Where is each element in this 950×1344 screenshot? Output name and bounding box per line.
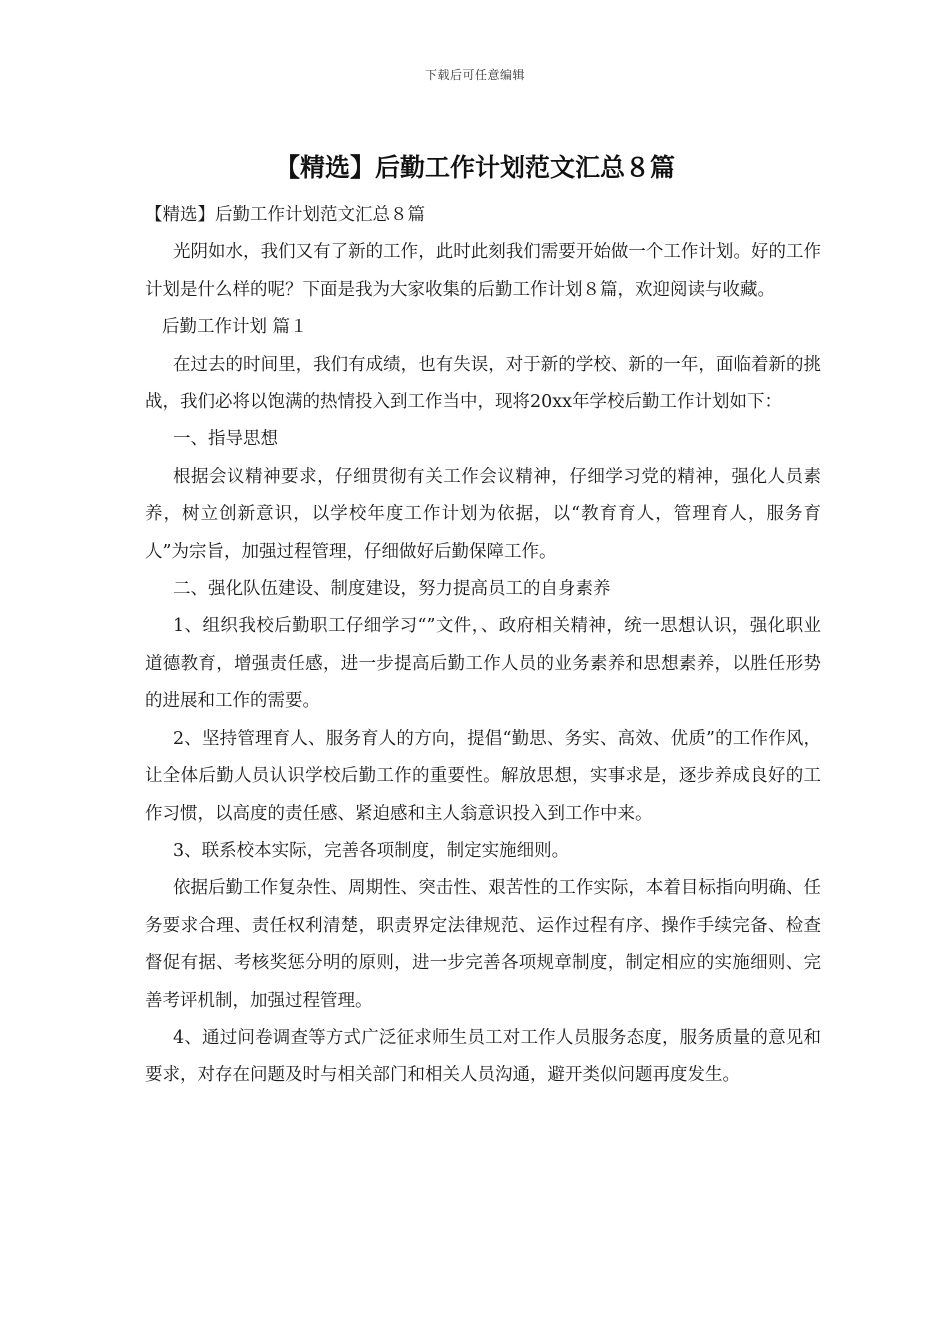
paragraph-item-1: 1、组织我校后勤职工仔细学习“”文件，、政府相关精神，统一思想认识，强化职业道德教育，增强责任感，进一步提高后勤工作人员的业务素养和思想素养，以胜任形势的进展和工作的需要。 <box>145 616 821 712</box>
paragraph-guiding-thought: 根据会议精神要求，仔细贯彻有关工作会议精神，仔细学习党的精神，强化人员素养，树立创新意识，以学校年度工作计划为依据，以“教育育人，管理育人，服务育人”为宗旨，加强过程管理，仔细做好后勤保障工作。 <box>145 466 821 562</box>
section-heading-guiding-thought: 一、指导思想 <box>173 429 278 450</box>
paragraph-item-3: 3、联系校本实际，完善各项制度，制定实施细则。 <box>173 840 570 861</box>
paragraph-item-2: 2、坚持管理育人、服务育人的方向，提倡“勤思、务实、高效、优质”的工作作风，让全体后勤人员认识学校后勤工作的重要性。解放思想，实事求是，逐步养成良好的工作习惯，以高度的责任感、紧迫感和主人翁意识投入到工作中来。 <box>145 728 821 824</box>
document-title: 【精选】后勤工作计划范文汇总８篇 <box>274 153 675 182</box>
paragraph-overview: 在过去的时间里，我们有成绩，也有失误，对于新的学校、新的一年，面临着新的挑战，我们必将以饱满的热情投入到工作当中，现将20xx年学校后勤工作计划如下： <box>145 354 821 413</box>
header-note: 下载后可任意编辑 <box>424 68 525 82</box>
paragraph-rules-detail: 依据后勤工作复杂性、周期性、突击性、艰苦性的工作实际，本着目标指向明确、任务要求合理、责任权利清楚，职责界定法律规范、运作过程有序、操作手续完备、检查督促有据、考核奖惩分明的原则，进一步完善各项规章制度，制定相应的实施细则、完善考评机制，加强过程管理。 <box>145 878 821 1011</box>
document-subtitle: 【精选】后勤工作计划范文汇总８篇 <box>145 205 425 225</box>
section-heading-plan-1: 后勤工作计划 篇１ <box>162 317 308 338</box>
section-heading-team-building: 二、强化队伍建设、制度建设，努力提高员工的自身素养 <box>173 579 611 600</box>
document-body <box>145 197 821 1095</box>
paragraph-intro: 光阴如水，我们又有了新的工作，此时此刻我们需要开始做一个工作计划。好的工作计划是什么样的呢？下面是我为大家收集的后勤工作计划８篇，欢迎阅读与收藏。 <box>145 242 821 300</box>
paragraph-item-4: 4、通过问卷调查等方式广泛征求师生员工对工作人员服务态度，服务质量的意见和要求，对存在问题及时与相关部门和相关人员沟通，避开类似问题再度发生。 <box>145 1027 821 1086</box>
